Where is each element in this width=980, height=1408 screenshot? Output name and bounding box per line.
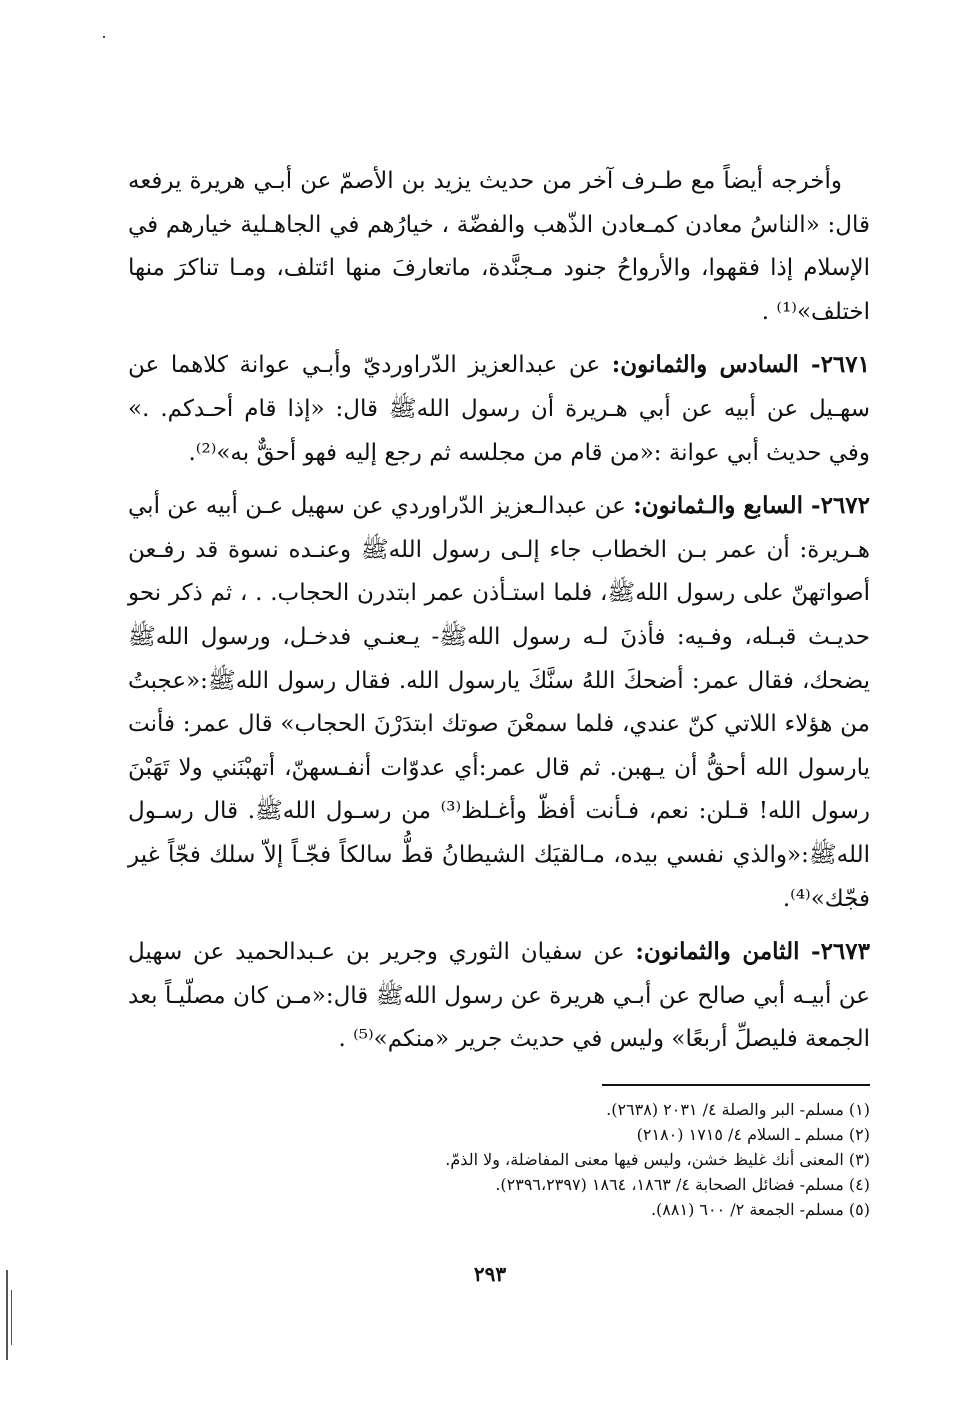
paragraph-text: عن عبدالعزيز الدّراورديّ وأبـي عوانة كلاهما عن سهـيل عن أبيه عن أبي هـريرة أن رسول اللهﷺ قال: «إذا قام أحـدكم. .» وفي حديث أبي عوانة :«من قام من مجلسه ثم رجع إليه فهو أحقٌّ به»⁽²⁾. [128, 352, 870, 466]
main-text [128, 160, 870, 1071]
scan-speck [103, 36, 105, 38]
footnote-5: (٥) مسلم- الجمعة ٢/ ٦٠٠ (٨٨١). [650, 1200, 870, 1219]
footnote-3: (٣) المعنى أنك غليظ خشن، وليس فيها معنى المفاضلة، ولا الذمّ. [445, 1150, 870, 1169]
footnote-divider [602, 1084, 870, 1086]
paragraph-hadith-2673 [128, 930, 870, 1062]
hadith-number-heading: ٢٦٧٢- السابع والـثمانون: [633, 492, 871, 520]
footnote-2: (٢) مسلم ـ السلام ٤/ ١٧١٥ (٢١٨٠) [636, 1125, 870, 1144]
paragraph-text: وأخرجه أيضاً مع طـرف آخر من حديث يزيد بن الأصمّ عن أبـي هريرة يرفعه قال: «الناسُ معادن كمـعادن الذّهب والفضّة ، خيارُهم في الجاهـلية خيارهم في الإسلام إذا فقهوا، والأرواحُ جنود مـجنَّدة، ماتعارفَ منها ائتلف، ومـا تناكرَ منها اختلف»⁽¹⁾ . [128, 168, 870, 325]
hadith-number-heading: ٢٦٧١- السادس والثمانون: [611, 351, 870, 379]
paragraph-hadith-2671 [128, 343, 870, 475]
scan-margin-line [11, 1290, 12, 1345]
paragraph-text: عن سفيان الثوري وجرير بن عـبدالحميد عن سهيل عن أبيـه أبي صالح عن أبـي هريرة عن رسول اللهﷺ قال:«مـن كان مصلّيـاً بعد الجمعة فليصلِّ أربعًا» وليس في حديث جرير «منكم»⁽⁵⁾ . [128, 939, 870, 1053]
page-number: ٢٩٣ [473, 1262, 507, 1286]
paragraph-hadith-2672 [128, 484, 870, 921]
paragraph-intro [128, 160, 870, 334]
scan-margin-line [6, 1270, 8, 1360]
footnote-1: (١) مسلم- البر والصلة ٤/ ٢٠٣١ (٢٦٣٨). [606, 1100, 870, 1119]
paragraph-text: عن عبدالـعزيز الدّراوردي عن سهيل عـن أبيه عن أبي هـريرة: أن عمر بـن الخطاب جاء إلـى رسول اللهﷺ وعنـده نسوة قد رفـعن أصواتهنّ على رسول اللهﷺ، فلما استـأذن عمر ابتدرن الحجاب. . ، ثم ذكر نحو حديـث قبـله، وفـيه: فأذنَ لـه رسول اللهﷺ- يـعنـي فدخـل، ورسول اللهﷺ يضحك، فقال عمر: أضحكَ اللهُ سنَّكَ يارسول الله. فقال رسول اللهﷺ:«عجبتُ من هؤلاء اللاتي كنّ عندي، فلما سمعْنَ صوتك ابتدَرْنَ الحجاب» قال عمر: فأنت يارسول الله أحقُّ أن يـهبن. ثم قال عمر:أي عدوّات أنفـسهنّ، أتهبْنَني ولا تَهَبْنَ رسول الله! قـلن: نعم، فـأنت أفظّ وأغـلظ⁽³⁾ من رسـول اللهﷺ. قال رسـول اللهﷺ:«والذي نفسي بيده، مـالقيَك الشيطانُ قطُّ سالكاً فجّـاً إلاّ سلك فجّاً غير فجّك»⁽⁴⁾. [128, 493, 871, 912]
footnote-4: (٤) مسلم- فضائل الصحابة ٤/ ١٨٦٣، ١٨٦٤ (٢٣٩٦،٢٣٩٧). [495, 1175, 870, 1194]
hadith-number-heading: ٢٦٧٣- الثامن والثمانون: [635, 938, 870, 966]
footnotes [300, 1097, 870, 1222]
